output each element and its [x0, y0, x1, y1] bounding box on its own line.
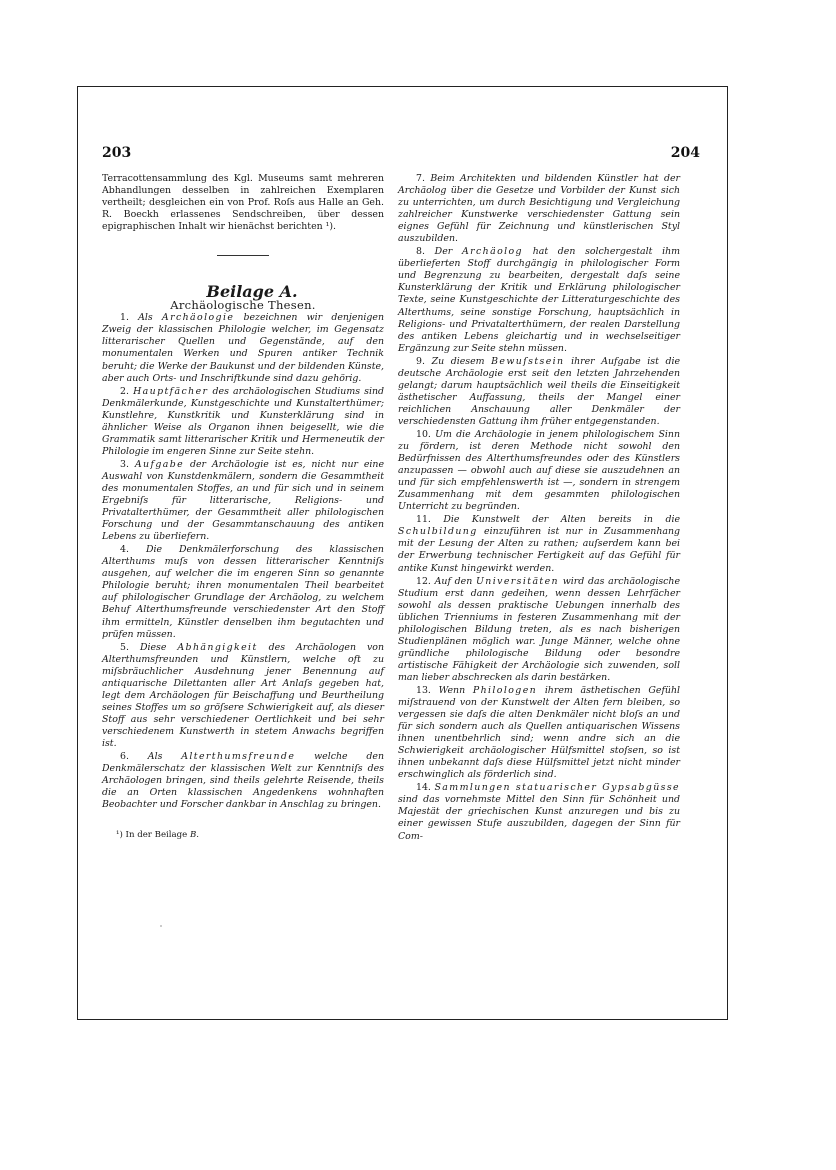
- thesis-keyword: Archäolog: [461, 246, 523, 258]
- page-number-left: 203: [102, 145, 132, 161]
- thesis-text: des Archäologen von Alterthumsfreunden und Künstlern, welche oft zu miſsbräuchlicher Ausdehnung jener Benennung auf antiquarische Dilettanten aller Art Anlaſs gegeben hat, legt dem Archäologen für Beischaffung und Beurtheilung seines Stoffes um so gröſsere Schwierigkeit auf, als dieser Stoff aus sehr verschiedener Oertlichkeit und bei sehr verschiedenem Kunstwerth in stetem Anwachs begriffen ist.: [102, 641, 384, 749]
- thesis-paragraph: [398, 356, 680, 428]
- thesis-text: des archäologischen Studiums sind Denkmälerkunde, Kunstgeschichte und Kunstalterthümer; Kunstlehre, Kunstkritik und Kunsterklärung sind in ähnlicher Weise als Organon ihnen beigesellt, wie die Grammatik samt litterarischer Kritik und Hermeneutik der Philologie im engeren Sinne zur Seite stehn.: [102, 385, 384, 457]
- thesis-paragraph: [398, 576, 680, 684]
- thesis-number: 9.: [416, 355, 432, 367]
- section-subheading: Archäologische Thesen.: [170, 298, 316, 313]
- thesis-text: Um die Archäologie in jenem philologischem Sinn zu fördern, ist deren Methode nicht sowohl den Bedürfnissen des Alterthumsfreundes oder des Künstlers anzupassen — obwohl auch auf diese sie auszudehnen an und für sich empfehlenswerth ist —, sondern in strengem Zusammenhang mit dem gesammten philologischen Unterricht zu begründen.: [398, 428, 680, 513]
- thesis-paragraph: [398, 429, 680, 513]
- thesis-text: einzuführen ist nur in Zusammenhang mit der Lesung der Alten zu rathen; auſserdem kann bei der Erwerbung technischer Fertigkeit auf das Gefühl für antike Kunst hingewirkt werden.: [398, 526, 681, 574]
- thesis-text: ihrer Aufgabe ist die deutsche Archäologie erst seit den letzten Jahrzehenden gelangt; darum hauptsächlich weil theils die Einseitigkeit ästhetischer Auffassung, theils der Mangel einer reichlichen Anschauung aller Denkmäler der verschiedensten Gattung ihm früher entgegenstanden.: [398, 355, 681, 427]
- thesis-number: 14.: [416, 782, 435, 794]
- thesis-text: welche den Denkmälerschatz der klassischen Welt zur Kenntniſs des Archäologen bringen, sind theils gelehrte Reisende, theils die an Orten klassischen Angedenkens wohnhaften Beobachter und Forscher dankbar in Anschlag zu bringen.: [102, 751, 384, 811]
- thesis-keyword: Archäologie: [161, 312, 235, 324]
- page-number-right: 204: [670, 145, 700, 161]
- thesis-number: 2.: [120, 385, 134, 397]
- thesis-keyword: Alterthumsfreunde: [181, 751, 296, 763]
- thesis-text: wird das archäologische Studium erst dann gedeihen, wenn dessen Lehrfächer sowohl als dessen praktische Uebungen innerhalb des üblichen Trienniums in festeren Zusammenhang mit der philologischen Bildung treten, als es nach bisherigen Studienplänen möglich war. Junge Männer, welche ohne gründliche philologische Bildung oder besondre artistische Fähigkeit der Archäologie sich zuwenden, soll man lieber abschrecken als darin bestärken.: [398, 575, 681, 683]
- thesis-keyword: Hauptfächer: [133, 385, 209, 397]
- thesis-keyword: Bewuſstsein: [491, 355, 565, 367]
- thesis-lead: Als: [147, 751, 182, 763]
- thesis-lead: Zu diesem: [431, 355, 492, 367]
- scanned-page-frame: [77, 86, 728, 1020]
- thesis-number: 1.: [120, 312, 139, 324]
- thesis-paragraph: [398, 246, 680, 354]
- thesis-paragraph: [398, 685, 680, 781]
- left-theses-list: [102, 312, 384, 811]
- thesis-lead: Wenn: [438, 684, 473, 696]
- thesis-keyword: Aufgabe: [134, 458, 185, 470]
- thesis-keyword: Schulbildung: [398, 526, 478, 538]
- thesis-keyword: Abhängigkeit: [177, 641, 258, 653]
- thesis-number: 6.: [120, 751, 148, 763]
- thesis-number: 3.: [120, 458, 135, 470]
- thesis-number: 4.: [120, 544, 146, 556]
- thesis-paragraph: [398, 782, 680, 842]
- thesis-paragraph: [102, 544, 384, 640]
- thesis-text: Beim Architekten und bildenden Künstler hat der Archäolog über die Gesetze und Vorbilder der Kunst sich zu unterrichten, um durch Besichtigung und Vergleichung zahlreicher Kunstwerke verschiedenster Gattung sein eignes Gefühl für Zeichnung und künstlerischen Styl auszubilden.: [398, 173, 680, 245]
- thesis-text: ihrem ästhetischen Gefühl miſstrauend von der Kunstwelt der Alten fern bleiben, so vergessen sie daſs die alten Denkmäler nicht bloſs an und für sich sondern auch als Quellen antiquarischen Wissens ihnen unentbehrlich sind; wenn andre sich an die Schwierigkeit archäologischer Hülfsmittel stoſsen, so ist ihnen unbekannt daſs diese Hülfsmittel jetzt nicht minder erschwinglich als förderlich sind.: [398, 684, 681, 781]
- thesis-paragraph: [102, 459, 384, 543]
- thesis-text: der Archäologie ist es, nicht nur eine Auswahl von Kunstdenkmälern, sondern die Gesammtheit des monumentalen Stoffes, an und für sich und in seinem Ergebniſs für litterarische, Religions- und Privatalterthümer, der Gesammtheit aller philologischen Forschung und der Gesammtanschauung des antiken Lebens zu überliefern.: [102, 458, 384, 543]
- scan-speck: [160, 925, 162, 927]
- thesis-lead: Der: [434, 246, 462, 258]
- footnote: [102, 829, 384, 841]
- thesis-number: 12.: [416, 575, 435, 587]
- left-column: [102, 173, 384, 841]
- thesis-number: 13.: [416, 684, 439, 696]
- thesis-text: hat den solchergestalt ihm überlieferten Stoff durchgängig in philologischer Form und Begrenzung zu bearbeiten, dergestalt daſs seine Kunsterklärung der Kritik und Erklärung philologischer Texte, seine Kunstgeschichte der Litteraturgeschichte des Alterthums, seine sonstige Forschung, hauptsächlich in Religions- und Privatalterthümern, der realen Darstellung des antiken Lebens gleichartig und in wechselseitiger Ergänzung zur Seite stehn müssen.: [398, 246, 680, 354]
- thesis-text: sind das vornehmste Mittel den Sinn für Schönheit und Majestät der griechischen Kunst anzuregen und bis zu einer gewissen Stufe auszubilden, dagegen der Sinn für Com-: [398, 794, 680, 842]
- section-divider: [217, 255, 269, 256]
- thesis-paragraph: [102, 642, 384, 750]
- thesis-number: 7.: [416, 173, 431, 184]
- right-theses-list: [398, 173, 680, 843]
- footnote-ref: B.: [189, 830, 200, 841]
- thesis-keyword: Philologen: [472, 684, 538, 696]
- thesis-lead: Diese: [139, 641, 178, 653]
- thesis-paragraph: [398, 514, 680, 574]
- thesis-lead: Als: [138, 312, 162, 324]
- thesis-number: 10.: [416, 428, 436, 440]
- footnote-mark: ¹): [116, 830, 123, 841]
- thesis-lead: Die Kunstwelt der Alten bereits in die: [443, 514, 680, 526]
- thesis-paragraph: [398, 173, 680, 245]
- thesis-text: Die Denkmälerforschung des klassischen Alterthums muſs von dessen litterarischer Kenntniſs ausgehen, auf welcher die im engeren Sinn so genannte Philologie beruht; ihren monumentalen Theil bearbeitet auf philologischer Grundlage der Archäolog, zu welchem Behuf Alterthumsfreunde verschiedenster Art den Stoff ihm ermitteln, Künstler denselben ihm begutachten und prüfen müssen.: [102, 544, 384, 640]
- thesis-keyword: Sammlungen statuarischer Gypsabgüsse: [434, 782, 680, 794]
- thesis-text: bezeichnen wir denjenigen Zweig der klassischen Philologie welcher, im Gegensatz litterarischer Quellen und Gegenstände, auf den monumentalen Werken und Spuren antiker Technik beruht; die Werke der Baukunst und der bildenden Künste, aber auch Orts- und Inschriftkunde sind dazu gehörig.: [102, 312, 385, 384]
- intro-paragraph: Terracottensammlung des Kgl. Museums samt mehreren Abhandlungen desselben in zahlreichen Exemplaren vertheilt; desgleichen ein von Prof. Roſs aus Halle an Geh. R. Boeckh erlassenes Sendschreiben, über dessen epigraphischen Inhalt wir hienächst berichten ¹).: [102, 173, 384, 233]
- thesis-paragraph: [102, 312, 384, 384]
- right-column: [398, 173, 680, 844]
- thesis-keyword: Universitäten: [476, 575, 559, 587]
- thesis-number: 5.: [120, 641, 140, 653]
- thesis-paragraph: [102, 751, 384, 811]
- thesis-lead: Auf den: [434, 575, 476, 587]
- thesis-number: 8.: [416, 246, 435, 258]
- thesis-paragraph: [102, 386, 384, 458]
- section-heading: Beilage A.: [206, 282, 298, 302]
- footnote-text: In der Beilage: [125, 830, 188, 841]
- thesis-number: 11.: [416, 514, 444, 526]
